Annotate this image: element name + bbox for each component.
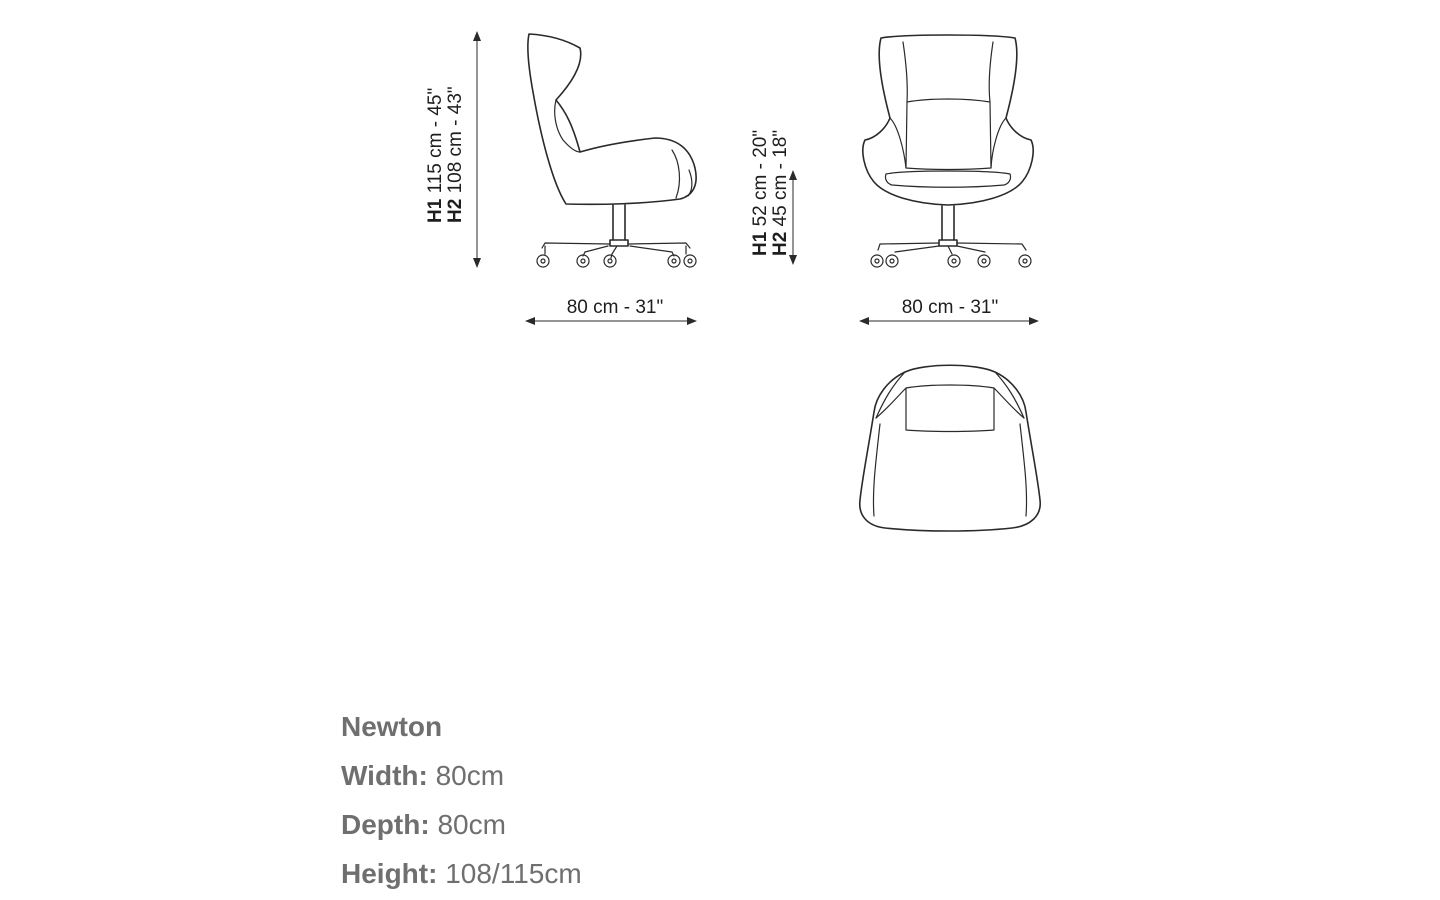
spec-depth-value: 80cm [437,809,506,840]
side-height-label-h1 [425,88,446,223]
side-caster-4 [668,255,680,267]
side-caster-5 [684,255,696,267]
spec-height [341,849,941,898]
product-specs [341,702,941,898]
front-caster-4 [978,255,990,267]
side-width-dimension [525,317,697,325]
side-caster-2 [577,255,589,267]
front-caster-5 [1019,255,1031,267]
front-caster-2 [886,255,898,267]
spec-width-label: Width: [341,760,428,791]
front-width-label: 80 cm - 31" [901,297,999,318]
product-name: Newton [341,711,443,742]
front-view-chair [863,35,1033,267]
front-caster-1 [871,255,883,267]
seat-height-label-h2 [770,130,791,256]
top-view-chair [860,365,1040,531]
side-height-label-h2 [445,86,466,223]
svg-text:H1 115 cm - 45": H1 115 cm - 45" [425,87,446,223]
spec-width-value: 80cm [435,760,505,791]
svg-text:H1 52 cm - 20": H1 52 cm - 20" [750,129,771,256]
spec-width [341,751,941,800]
front-caster-3 [948,255,960,267]
spec-height-value: 108/115cm [445,858,582,889]
spec-depth [341,800,941,849]
svg-text:H2 45 cm - 18": H2 45 cm - 18" [770,129,791,256]
side-height-dimension [473,31,481,268]
side-view-chair [528,34,696,267]
side-caster-3 [604,255,616,267]
side-width-label: 80 cm - 31" [566,297,664,318]
spec-height-label: Height: [341,858,438,889]
front-width-dimension [859,317,1039,325]
side-caster-1 [537,255,549,267]
seat-height-label-h1 [750,130,771,256]
svg-text:H2 108 cm - 43": H2 108 cm - 43" [445,86,466,223]
spec-depth-label: Depth: [341,809,430,840]
